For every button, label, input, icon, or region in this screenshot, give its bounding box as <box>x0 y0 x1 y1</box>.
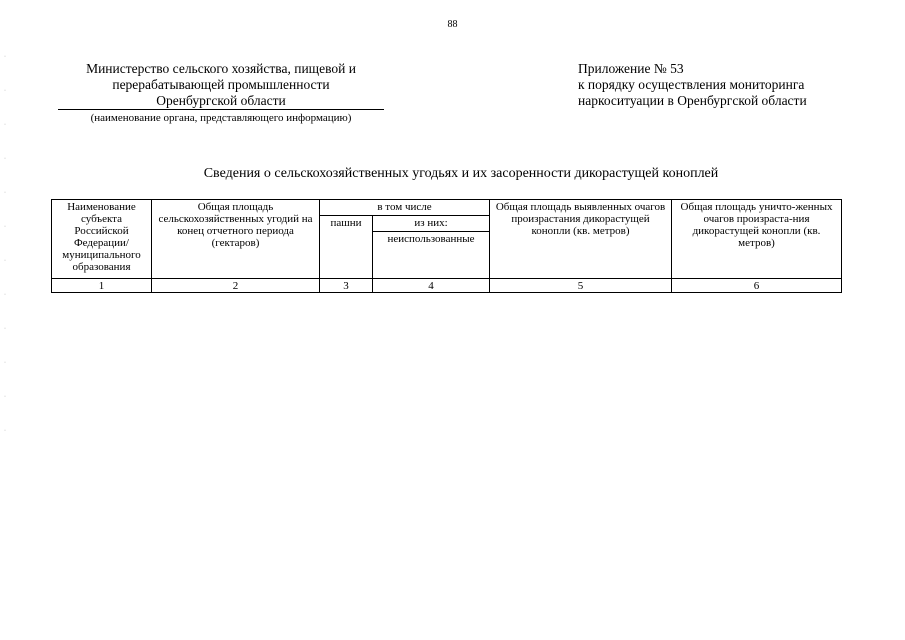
page-number: 88 <box>447 19 458 30</box>
column-number: 4 <box>373 279 490 293</box>
margin-marks: · · · · · · · · · · · · <box>4 54 6 434</box>
appendix-line-2: к порядку осуществления мониторинга <box>578 77 805 92</box>
header-of-them: из них: <box>373 216 490 232</box>
org-name-line-1: Министерство сельского хозяйства, пищевой и <box>86 61 356 76</box>
column-number: 6 <box>672 279 842 293</box>
column-number: 3 <box>320 279 373 293</box>
header-total-area: Общая площадь сельскохозяйственных угодий на конец отчетного периода (гектаров) <box>152 200 320 279</box>
column-number: 5 <box>490 279 672 293</box>
organization-block <box>58 61 384 125</box>
appendix-line-1: Приложение № 53 <box>578 61 684 76</box>
document-title: Сведения о сельскохозяйственных угодьях и их засоренности дикорастущей коноплей <box>203 166 719 181</box>
header-unused: неиспользованные <box>373 232 490 279</box>
header-subject: Наименование субъекта Российской Федерации/ муниципального образования <box>52 200 152 279</box>
column-number: 2 <box>152 279 320 293</box>
report-table <box>51 199 842 293</box>
org-name-line-2: перерабатывающей промышленности <box>112 77 330 92</box>
org-name-line-3: Оренбургской области <box>58 93 384 110</box>
appendix-block <box>578 61 878 109</box>
column-number: 1 <box>52 279 152 293</box>
column-number-row <box>52 279 842 293</box>
org-hint: (наименование органа, представляющего информацию) <box>90 112 352 124</box>
header-arable: пашни <box>320 216 373 279</box>
appendix-line-3: наркоситуации в Оренбургской области <box>578 93 807 108</box>
header-including: в том числе <box>320 200 490 216</box>
header-destroyed-area: Общая площадь уничто-женных очагов произраста-ния дикорастущей конопли (кв. метров) <box>672 200 842 279</box>
header-detected-area: Общая площадь выявленных очагов произрастания дикорастущей конопли (кв. метров) <box>490 200 672 279</box>
